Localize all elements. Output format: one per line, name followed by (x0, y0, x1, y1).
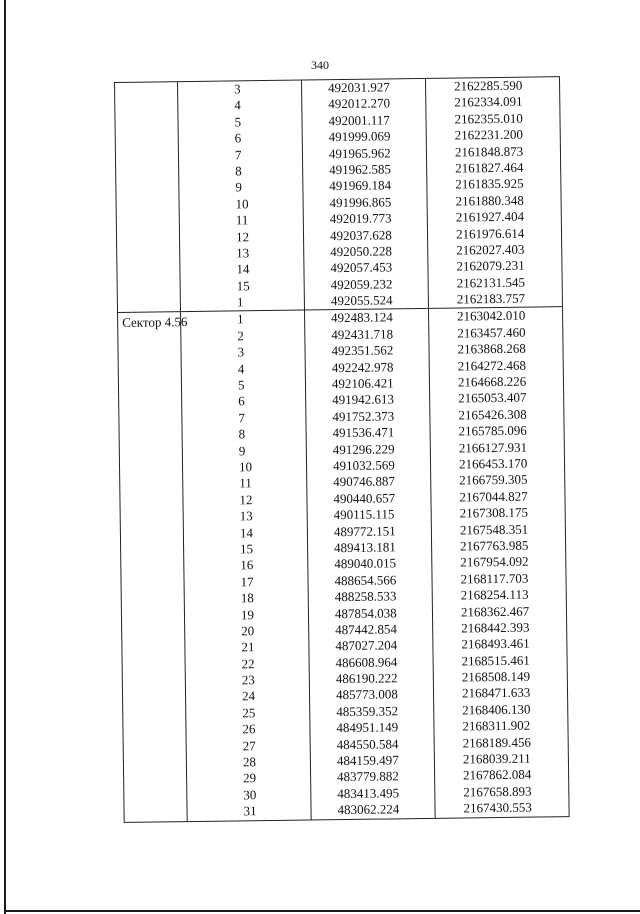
y-coordinate-cell: 2165785.096 (431, 422, 565, 440)
y-coordinate-cell: 2162231.200 (427, 126, 561, 144)
y-coordinate-cell: 2162027.403 (428, 241, 562, 259)
x-coordinate-cell: 491942.613 (306, 391, 430, 409)
x-coordinate-cell: 492057.453 (304, 259, 428, 277)
y-coordinate-cell: 2167658.893 (435, 783, 569, 801)
point-number-cell: 15 (181, 277, 305, 295)
y-coordinate-cell: 2161927.404 (428, 208, 562, 226)
point-number-cell: 7 (179, 146, 303, 164)
point-number-cell: 11 (183, 475, 307, 493)
point-number-cell: 30 (187, 786, 311, 804)
point-number-cell: 15 (184, 540, 308, 558)
x-coordinate-cell: 492106.421 (306, 375, 430, 393)
x-coordinate-cell: 484951.149 (310, 719, 434, 737)
y-coordinate-cell: 2161880.348 (427, 192, 561, 210)
y-coordinate-cell: 2167044.827 (431, 488, 565, 506)
y-coordinate-cell: 2163042.010 (429, 308, 563, 326)
x-coordinate-cell: 488654.566 (308, 572, 432, 590)
point-number-cell: 18 (185, 590, 309, 608)
y-coordinate-cell: 2168117.703 (432, 570, 566, 588)
point-number-cell: 8 (179, 162, 303, 180)
point-number-cell: 2 (181, 327, 305, 345)
y-coordinate-cell: 2168311.902 (434, 717, 568, 735)
point-number-cell: 4 (182, 360, 306, 378)
x-coordinate-cell: 485359.352 (310, 703, 434, 721)
point-number-cell: 13 (180, 244, 304, 262)
point-number-cell: 6 (182, 393, 306, 411)
x-coordinate-cell: 492059.232 (305, 276, 429, 294)
point-number-cell: 10 (180, 195, 304, 213)
point-number-cell: 24 (186, 688, 310, 706)
sector-column-cell (114, 82, 181, 312)
y-coordinate-cell: 2167763.985 (432, 537, 566, 555)
x-coordinate-cell: 491296.229 (307, 440, 431, 458)
x-coordinate-cell: 491962.585 (303, 161, 427, 179)
y-coordinate-cell: 2166759.305 (431, 472, 565, 490)
x-coordinate-cell: 491965.962 (303, 144, 427, 162)
point-number-cell: 3 (181, 344, 305, 362)
y-coordinate-cell: 2162355.010 (426, 110, 560, 128)
x-coordinate-cell: 492483.124 (305, 309, 429, 327)
x-coordinate-cell: 488258.533 (309, 588, 433, 606)
page-edge-left (4, 0, 6, 914)
y-coordinate-cell: 2168039.211 (435, 750, 569, 768)
x-coordinate-cell: 492031.927 (302, 79, 426, 97)
point-number-cell: 9 (183, 442, 307, 460)
point-number-cell: 19 (185, 606, 309, 624)
y-coordinate-cell: 2161976.614 (428, 225, 562, 243)
y-coordinate-cell: 2166453.170 (431, 455, 565, 473)
x-coordinate-cell: 483413.495 (311, 785, 435, 803)
y-coordinate-cell: 2167308.175 (432, 504, 566, 522)
sector-column-cell (117, 313, 188, 822)
x-coordinate-cell: 492351.562 (305, 342, 429, 360)
x-coordinate-cell: 490115.115 (308, 506, 432, 524)
y-coordinate-cell: 2162334.091 (426, 94, 560, 112)
table-section (114, 76, 563, 312)
point-number-cell: 31 (187, 803, 311, 821)
point-number-cell: 20 (185, 622, 309, 640)
y-coordinate-cell: 2163457.460 (429, 324, 563, 342)
x-coordinate-cell: 491032.569 (307, 457, 431, 475)
x-coordinate-cell: 492019.773 (304, 210, 428, 228)
y-coordinate-cell: 2166127.931 (431, 439, 565, 457)
y-coordinate-cell: 2164272.468 (430, 357, 564, 375)
x-coordinate-cell: 484159.497 (311, 752, 435, 770)
y-coordinate-cell: 2168493.461 (433, 635, 567, 653)
point-number-cell: 12 (180, 228, 304, 246)
y-coordinate-cell: 2165426.308 (430, 406, 564, 424)
point-number-cell: 22 (186, 655, 310, 673)
point-number-cell: 28 (187, 753, 311, 771)
point-number-cell: 10 (183, 458, 307, 476)
x-coordinate-cell: 491969.184 (303, 177, 427, 195)
x-coordinate-cell: 483062.224 (311, 801, 435, 819)
y-coordinate-cell: 2168508.149 (434, 668, 568, 686)
x-coordinate-cell: 484550.584 (311, 735, 435, 753)
y-coordinate-cell: 2167862.084 (435, 767, 569, 785)
y-coordinate-cell: 2168442.393 (433, 619, 567, 637)
x-coordinate-cell: 486608.964 (310, 654, 434, 672)
y-coordinate-cell: 2167430.553 (435, 799, 569, 817)
coordinates-table (114, 76, 570, 822)
x-coordinate-cell: 489772.151 (308, 522, 432, 540)
point-number-cell: 21 (185, 639, 309, 657)
x-coordinate-cell: 487442.854 (309, 621, 433, 639)
y-coordinate-cell: 2168189.456 (435, 734, 569, 752)
point-number-cell: 3 (178, 81, 302, 99)
point-number-cell: 29 (187, 770, 311, 788)
point-number-cell: 13 (184, 508, 308, 526)
y-coordinate-cell: 2167548.351 (432, 521, 566, 539)
table-section (117, 307, 570, 823)
point-number-cell: 23 (186, 672, 310, 690)
y-coordinate-cell: 2163868.268 (429, 340, 563, 358)
y-coordinate-cell: 2168362.467 (433, 603, 567, 621)
point-number-cell: 25 (186, 704, 310, 722)
x-coordinate-cell: 492012.270 (302, 95, 426, 113)
x-coordinate-cell: 491999.069 (303, 128, 427, 146)
sector-label (115, 82, 177, 85)
y-coordinate-cell: 2161848.873 (427, 143, 561, 161)
x-coordinate-cell: 491752.373 (306, 408, 430, 426)
x-coordinate-cell: 487854.038 (309, 604, 433, 622)
x-coordinate-cell: 483779.882 (311, 768, 435, 786)
point-number-cell: 9 (179, 179, 303, 197)
x-coordinate-cell: 490746.887 (307, 473, 431, 491)
x-coordinate-cell: 489413.181 (308, 539, 432, 557)
x-coordinate-cell: 487027.204 (309, 637, 433, 655)
point-number-cell: 4 (178, 97, 302, 115)
page-edge-bottom (4, 910, 640, 912)
sector-label: Сектор 4.56 (122, 314, 188, 331)
x-coordinate-cell: 492001.117 (302, 112, 426, 130)
y-coordinate-cell: 2162131.545 (429, 274, 563, 292)
point-number-cell: 5 (178, 113, 302, 131)
x-coordinate-cell: 492242.978 (306, 359, 430, 377)
point-number-cell: 5 (182, 377, 306, 395)
y-coordinate-cell: 2168406.130 (434, 701, 568, 719)
point-number-cell: 17 (184, 573, 308, 591)
point-number-cell: 26 (186, 721, 310, 739)
point-number-cell: 14 (184, 524, 308, 542)
y-coordinate-cell: 2162285.590 (426, 77, 560, 95)
y-coordinate-cell: 2161835.925 (427, 175, 561, 193)
page-number: 340 (311, 58, 329, 72)
point-number-cell: 11 (180, 212, 304, 230)
point-number-cell: 1 (181, 311, 305, 329)
y-coordinate-cell: 2165053.407 (430, 390, 564, 408)
x-coordinate-cell: 491996.865 (303, 194, 427, 212)
y-coordinate-cell: 2168515.461 (434, 652, 568, 670)
x-coordinate-cell: 492037.628 (304, 226, 428, 244)
y-coordinate-cell: 2162079.231 (428, 257, 562, 275)
x-coordinate-cell: 489040.015 (308, 555, 432, 573)
x-coordinate-cell: 486190.222 (310, 670, 434, 688)
y-coordinate-cell: 2161827.464 (427, 159, 561, 177)
point-number-cell: 6 (179, 130, 303, 148)
point-number-cell: 8 (183, 426, 307, 444)
point-number-cell: 27 (187, 737, 311, 755)
y-coordinate-cell: 2162183.757 (429, 290, 563, 308)
x-coordinate-cell: 492050.228 (304, 243, 428, 261)
point-number-cell: 7 (182, 409, 306, 427)
point-number-cell: 1 (181, 294, 305, 312)
x-coordinate-cell: 485773.008 (310, 686, 434, 704)
x-coordinate-cell: 492055.524 (305, 292, 429, 310)
y-coordinate-cell: 2167954.092 (432, 553, 566, 571)
point-number-cell: 12 (183, 491, 307, 509)
x-coordinate-cell: 491536.471 (307, 424, 431, 442)
x-coordinate-cell: 490440.657 (307, 490, 431, 508)
x-coordinate-cell: 492431.718 (305, 326, 429, 344)
y-coordinate-cell: 2168471.633 (434, 685, 568, 703)
y-coordinate-cell: 2168254.113 (433, 586, 567, 604)
point-number-cell: 14 (180, 261, 304, 279)
y-coordinate-cell: 2164668.226 (430, 373, 564, 391)
point-number-cell: 16 (184, 557, 308, 575)
